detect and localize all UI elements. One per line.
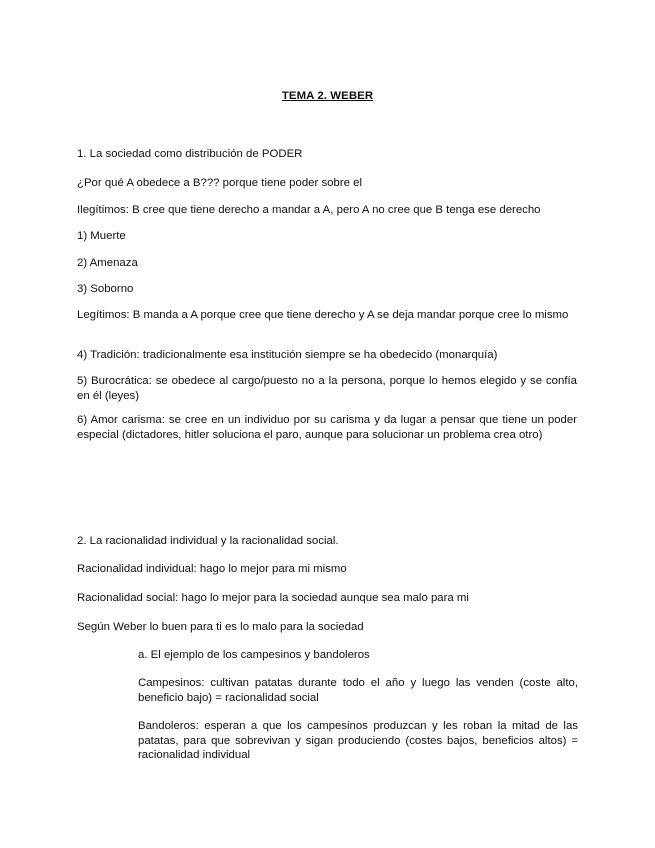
- weber-statement: Según Weber lo buen para ti es lo malo para la sociedad: [77, 621, 364, 633]
- power-question: ¿Por qué A obedece a B??? porque tiene poder sobre el: [77, 177, 362, 189]
- list-item-threat: 2) Amenaza: [77, 257, 138, 269]
- section-1-heading: 1. La sociedad como distribución de PODER: [77, 148, 303, 160]
- social-rationality: Racionalidad social: hago lo mejor para la sociedad aunque sea malo para mi: [77, 592, 469, 604]
- legitimate-definition: Legítimos: B manda a A porque cree que tiene derecho y A se deja mandar porque cree lo mismo: [77, 309, 569, 321]
- page-title: TEMA 2. WEBER: [281, 90, 374, 102]
- individual-rationality: Racionalidad individual: hago lo mejor para mi mismo: [77, 563, 347, 575]
- section-2-heading: 2. La racionalidad individual y la racionalidad social.: [77, 535, 339, 547]
- list-item-death: 1) Muerte: [77, 230, 126, 242]
- list-item-bribe: 3) Soborno: [77, 283, 134, 295]
- campesinos-paragraph: Campesinos: cultivan patatas durante todo el año y luego las venden (coste alto, beneficio bajo) = racionalidad social: [138, 677, 578, 704]
- example-heading: a. El ejemplo de los campesinos y bandoleros: [138, 649, 370, 661]
- list-item-charisma: 6) Amor carisma: se cree en un individuo por su carisma y da lugar a pensar que tiene un poder especial (dictadores, hitler soluciona el paro, aunque para solucionar un problema crea otro): [77, 414, 577, 441]
- illegitimate-definition: Ilegítimos: B cree que tiene derecho a mandar a A, pero A no cree que B tenga ese derecho: [77, 204, 541, 216]
- list-item-tradition: 4) Tradición: tradicionalmente esa institución siempre se ha obedecido (monarquía): [77, 349, 498, 361]
- list-item-bureaucratic: 5) Burocrática: se obedece al cargo/puesto no a la persona, porque lo hemos elegido y se confía en él (leyes): [77, 375, 577, 402]
- bandoleros-paragraph: Bandoleros: esperan a que los campesinos produzcan y les roban la mitad de las patatas, para que sobrevivan y sigan produciendo (costes bajos, beneficios altos) = racionalidad individual: [138, 720, 578, 761]
